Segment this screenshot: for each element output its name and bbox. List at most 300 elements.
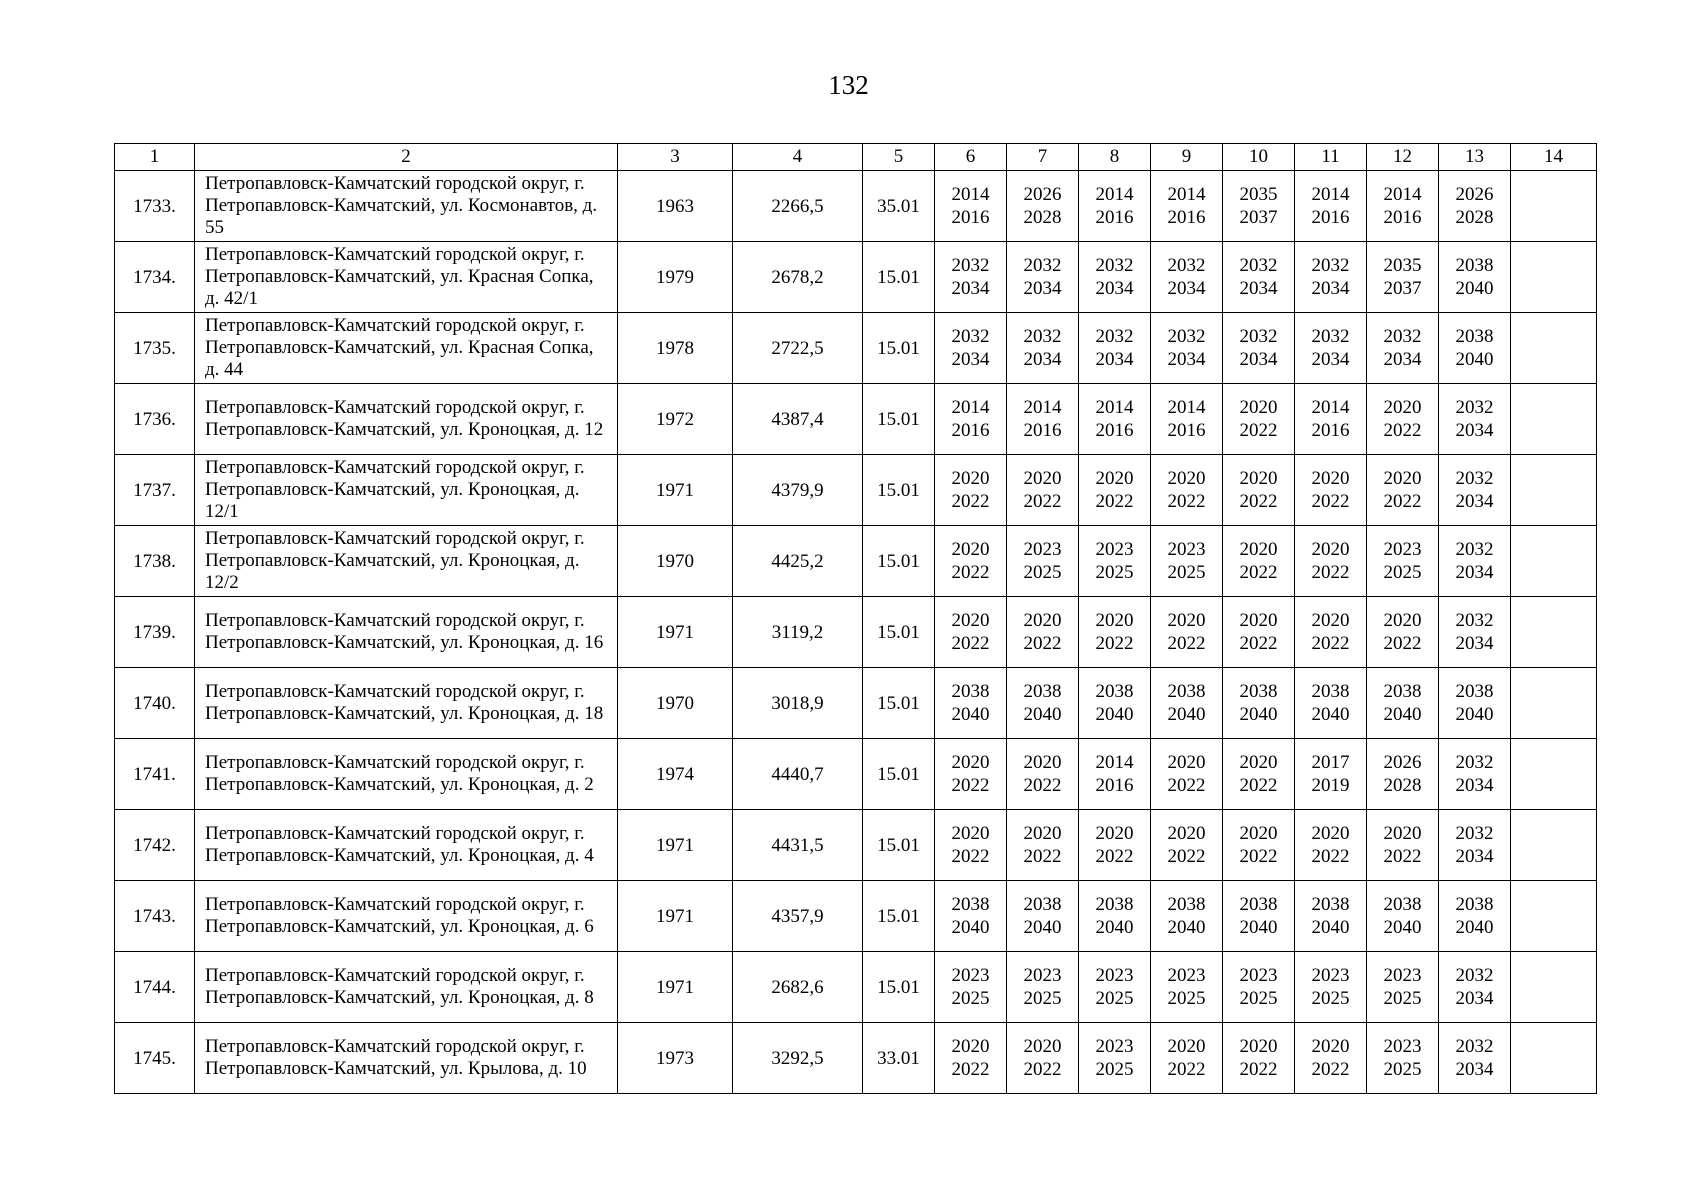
period-end-year: 2040: [1455, 278, 1494, 299]
table-row: [115, 881, 1597, 952]
period-end-year: 2034: [951, 349, 990, 370]
period-end-year: 2022: [1239, 846, 1278, 867]
period-cell-6: [935, 739, 1007, 810]
area-cell: 2266,5: [733, 171, 863, 242]
code-cell: 15.01: [863, 881, 935, 952]
table-row: [115, 1023, 1597, 1094]
period-end-year: 2022: [1239, 420, 1278, 441]
period-start-year: 2032: [1023, 326, 1062, 347]
period-end-year: 2016: [1311, 420, 1350, 441]
period-cell-11: [1295, 384, 1367, 455]
period-start-year: 2032: [1455, 1036, 1494, 1057]
period-start-year: 2014: [951, 397, 990, 418]
period-start-year: 2020: [1023, 468, 1062, 489]
period-cell-7: [1007, 881, 1079, 952]
period-cell-9: [1151, 810, 1223, 881]
build-year-cell: 1971: [618, 597, 733, 668]
period-end-year: 2040: [1023, 917, 1062, 938]
table-row: [115, 526, 1597, 597]
period-start-year: 2020: [1167, 468, 1206, 489]
row-number-cell: 1734.: [115, 242, 195, 313]
code-cell: 15.01: [863, 384, 935, 455]
address-cell: Петропавловск-Камчатский городской округ, г. Петропавловск-Камчатский, ул. Кроноцкая, д. 18: [195, 668, 618, 739]
period-start-year: 2014: [1023, 397, 1062, 418]
period-end-year: 2040: [1167, 704, 1206, 725]
period-cell-6: [935, 526, 1007, 597]
period-end-year: 2022: [1239, 562, 1278, 583]
period-end-year: 2022: [951, 491, 990, 512]
period-end-year: 2034: [1095, 349, 1134, 370]
area-cell: 2678,2: [733, 242, 863, 313]
period-cell-10: [1223, 384, 1295, 455]
area-cell: 4379,9: [733, 455, 863, 526]
period-end-year: 2034: [1311, 349, 1350, 370]
header-row: [115, 144, 1597, 171]
period-start-year: 2020: [1023, 752, 1062, 773]
period-start-year: 2038: [1311, 894, 1350, 915]
period-end-year: 2034: [1023, 278, 1062, 299]
period-start-year: 2020: [1239, 610, 1278, 631]
period-cell-8: [1079, 242, 1151, 313]
column-header-12: 12: [1367, 144, 1439, 171]
period-start-year: 2020: [951, 1036, 990, 1057]
period-start-year: 2020: [1311, 468, 1350, 489]
row-number-cell: 1739.: [115, 597, 195, 668]
period-start-year: 2014: [1167, 184, 1206, 205]
address-cell: Петропавловск-Камчатский городской округ, г. Петропавловск-Камчатский, ул. Кроноцкая, д. 12/2: [195, 526, 618, 597]
period-end-year: 2025: [1095, 562, 1134, 583]
note-cell: [1511, 952, 1597, 1023]
period-end-year: 2022: [1023, 491, 1062, 512]
period-cell-9: [1151, 668, 1223, 739]
period-end-year: 2040: [1311, 704, 1350, 725]
period-end-year: 2016: [1167, 420, 1206, 441]
period-end-year: 2040: [951, 917, 990, 938]
period-end-year: 2034: [1455, 846, 1494, 867]
period-end-year: 2034: [1455, 633, 1494, 654]
build-year-cell: 1972: [618, 384, 733, 455]
period-end-year: 2040: [1455, 917, 1494, 938]
period-start-year: 2020: [1383, 823, 1422, 844]
area-cell: 2722,5: [733, 313, 863, 384]
period-start-year: 2035: [1239, 184, 1278, 205]
period-start-year: 2017: [1311, 752, 1350, 773]
row-number-cell: 1745.: [115, 1023, 195, 1094]
column-header-14: 14: [1511, 144, 1597, 171]
period-cell-12: [1367, 668, 1439, 739]
row-number-cell: 1742.: [115, 810, 195, 881]
period-start-year: 2023: [1239, 965, 1278, 986]
column-header-8: 8: [1079, 144, 1151, 171]
period-cell-9: [1151, 881, 1223, 952]
period-start-year: 2032: [1095, 255, 1134, 276]
period-start-year: 2020: [1239, 539, 1278, 560]
address-cell: Петропавловск-Камчатский городской округ, г. Петропавловск-Камчатский, ул. Красная Сопка, д. 44: [195, 313, 618, 384]
row-number-cell: 1738.: [115, 526, 195, 597]
period-end-year: 2022: [1383, 491, 1422, 512]
period-start-year: 2020: [1239, 1036, 1278, 1057]
period-cell-9: [1151, 171, 1223, 242]
period-start-year: 2038: [1095, 681, 1134, 702]
period-cell-10: [1223, 881, 1295, 952]
period-start-year: 2020: [951, 539, 990, 560]
period-end-year: 2025: [1167, 562, 1206, 583]
note-cell: [1511, 739, 1597, 810]
address-cell: Петропавловск-Камчатский городской округ, г. Петропавловск-Камчатский, ул. Кроноцкая, д. 16: [195, 597, 618, 668]
period-end-year: 2025: [1383, 1059, 1422, 1080]
period-start-year: 2032: [1455, 965, 1494, 986]
period-cell-6: [935, 242, 1007, 313]
period-start-year: 2020: [1383, 610, 1422, 631]
period-end-year: 2040: [1095, 704, 1134, 725]
build-year-cell: 1970: [618, 526, 733, 597]
period-start-year: 2020: [1383, 468, 1422, 489]
period-start-year: 2023: [1167, 539, 1206, 560]
note-cell: [1511, 171, 1597, 242]
period-end-year: 2034: [1455, 988, 1494, 1009]
period-start-year: 2038: [1455, 894, 1494, 915]
period-end-year: 2022: [1023, 846, 1062, 867]
period-end-year: 2025: [1095, 988, 1134, 1009]
period-start-year: 2032: [1455, 468, 1494, 489]
period-cell-7: [1007, 810, 1079, 881]
note-cell: [1511, 810, 1597, 881]
note-cell: [1511, 597, 1597, 668]
row-number-cell: 1743.: [115, 881, 195, 952]
address-cell: Петропавловск-Камчатский городской округ, г. Петропавловск-Камчатский, ул. Кроноцкая, д. 2: [195, 739, 618, 810]
area-cell: 3119,2: [733, 597, 863, 668]
period-start-year: 2032: [1455, 610, 1494, 631]
period-start-year: 2020: [951, 823, 990, 844]
period-cell-12: [1367, 455, 1439, 526]
period-start-year: 2023: [1383, 539, 1422, 560]
area-cell: 4431,5: [733, 810, 863, 881]
period-start-year: 2023: [1095, 539, 1134, 560]
area-cell: 4387,4: [733, 384, 863, 455]
period-start-year: 2032: [1311, 255, 1350, 276]
column-header-9: 9: [1151, 144, 1223, 171]
period-start-year: 2032: [1095, 326, 1134, 347]
period-cell-13: [1439, 526, 1511, 597]
period-end-year: 2022: [951, 562, 990, 583]
code-cell: 15.01: [863, 455, 935, 526]
period-start-year: 2038: [1455, 681, 1494, 702]
period-start-year: 2014: [1095, 184, 1134, 205]
period-start-year: 2038: [1311, 681, 1350, 702]
period-end-year: 2019: [1311, 775, 1350, 796]
period-cell-13: [1439, 313, 1511, 384]
period-cell-9: [1151, 242, 1223, 313]
period-start-year: 2020: [1311, 1036, 1350, 1057]
period-end-year: 2022: [1095, 633, 1134, 654]
period-start-year: 2023: [1095, 1036, 1134, 1057]
period-end-year: 2034: [1455, 1059, 1494, 1080]
row-number-cell: 1733.: [115, 171, 195, 242]
period-cell-11: [1295, 952, 1367, 1023]
period-start-year: 2032: [1455, 752, 1494, 773]
period-end-year: 2016: [1167, 207, 1206, 228]
table-row: [115, 171, 1597, 242]
period-cell-10: [1223, 313, 1295, 384]
period-cell-12: [1367, 810, 1439, 881]
table-row: [115, 455, 1597, 526]
period-start-year: 2038: [1167, 894, 1206, 915]
period-end-year: 2016: [1095, 775, 1134, 796]
period-cell-8: [1079, 739, 1151, 810]
period-end-year: 2034: [1455, 420, 1494, 441]
area-cell: 4440,7: [733, 739, 863, 810]
table-row: [115, 597, 1597, 668]
column-header-3: 3: [618, 144, 733, 171]
period-cell-8: [1079, 952, 1151, 1023]
period-cell-11: [1295, 455, 1367, 526]
period-start-year: 2032: [1311, 326, 1350, 347]
period-cell-7: [1007, 739, 1079, 810]
period-cell-13: [1439, 384, 1511, 455]
address-cell: Петропавловск-Камчатский городской округ, г. Петропавловск-Камчатский, ул. Кроноцкая, д. 12: [195, 384, 618, 455]
period-start-year: 2020: [1239, 468, 1278, 489]
period-end-year: 2022: [1311, 491, 1350, 512]
period-end-year: 2025: [1167, 988, 1206, 1009]
period-cell-8: [1079, 668, 1151, 739]
period-cell-9: [1151, 313, 1223, 384]
period-start-year: 2038: [1455, 326, 1494, 347]
period-cell-9: [1151, 1023, 1223, 1094]
build-year-cell: 1978: [618, 313, 733, 384]
period-cell-13: [1439, 1023, 1511, 1094]
period-cell-10: [1223, 597, 1295, 668]
period-cell-9: [1151, 952, 1223, 1023]
code-cell: 15.01: [863, 952, 935, 1023]
period-end-year: 2034: [1383, 349, 1422, 370]
period-cell-7: [1007, 597, 1079, 668]
period-end-year: 2028: [1383, 775, 1422, 796]
period-end-year: 2025: [1239, 988, 1278, 1009]
period-end-year: 2022: [1167, 633, 1206, 654]
period-cell-11: [1295, 171, 1367, 242]
period-cell-7: [1007, 313, 1079, 384]
area-cell: 3292,5: [733, 1023, 863, 1094]
build-year-cell: 1971: [618, 455, 733, 526]
period-start-year: 2020: [1095, 468, 1134, 489]
period-start-year: 2020: [1239, 823, 1278, 844]
period-end-year: 2022: [1095, 846, 1134, 867]
period-cell-11: [1295, 597, 1367, 668]
period-end-year: 2034: [1095, 278, 1134, 299]
code-cell: 15.01: [863, 313, 935, 384]
period-start-year: 2032: [1239, 255, 1278, 276]
period-start-year: 2032: [1455, 539, 1494, 560]
column-header-10: 10: [1223, 144, 1295, 171]
period-start-year: 2038: [951, 681, 990, 702]
period-cell-12: [1367, 526, 1439, 597]
period-end-year: 2025: [1383, 988, 1422, 1009]
period-cell-9: [1151, 384, 1223, 455]
area-cell: 2682,6: [733, 952, 863, 1023]
period-end-year: 2022: [1311, 1059, 1350, 1080]
period-start-year: 2014: [1095, 752, 1134, 773]
code-cell: 15.01: [863, 526, 935, 597]
period-end-year: 2022: [1239, 633, 1278, 654]
period-cell-6: [935, 952, 1007, 1023]
period-end-year: 2025: [1023, 988, 1062, 1009]
period-end-year: 2040: [1167, 917, 1206, 938]
period-start-year: 2023: [1383, 965, 1422, 986]
area-cell: 4425,2: [733, 526, 863, 597]
period-cell-12: [1367, 313, 1439, 384]
period-end-year: 2040: [1383, 704, 1422, 725]
period-end-year: 2034: [1455, 562, 1494, 583]
period-cell-7: [1007, 384, 1079, 455]
period-end-year: 2037: [1383, 278, 1422, 299]
period-end-year: 2022: [1311, 562, 1350, 583]
period-end-year: 2025: [1023, 562, 1062, 583]
period-end-year: 2022: [1383, 846, 1422, 867]
period-cell-9: [1151, 455, 1223, 526]
period-start-year: 2023: [1167, 965, 1206, 986]
address-cell: Петропавловск-Камчатский городской округ, г. Петропавловск-Камчатский, ул. Кроноцкая, д. 12/1: [195, 455, 618, 526]
period-start-year: 2023: [1383, 1036, 1422, 1057]
period-end-year: 2025: [1311, 988, 1350, 1009]
period-cell-11: [1295, 526, 1367, 597]
column-header-7: 7: [1007, 144, 1079, 171]
period-end-year: 2034: [1167, 349, 1206, 370]
period-start-year: 2020: [1167, 1036, 1206, 1057]
period-end-year: 2016: [1383, 207, 1422, 228]
period-cell-7: [1007, 171, 1079, 242]
period-cell-13: [1439, 952, 1511, 1023]
period-end-year: 2037: [1239, 207, 1278, 228]
period-start-year: 2023: [1095, 965, 1134, 986]
period-end-year: 2040: [1095, 917, 1134, 938]
period-cell-10: [1223, 171, 1295, 242]
note-cell: [1511, 668, 1597, 739]
address-cell: Петропавловск-Камчатский городской округ, г. Петропавловск-Камчатский, ул. Красная Сопка, д. 42/1: [195, 242, 618, 313]
period-end-year: 2016: [1095, 420, 1134, 441]
column-header-2: 2: [195, 144, 618, 171]
period-cell-8: [1079, 313, 1151, 384]
period-end-year: 2034: [1023, 349, 1062, 370]
period-cell-6: [935, 313, 1007, 384]
period-start-year: 2038: [1023, 681, 1062, 702]
code-cell: 33.01: [863, 1023, 935, 1094]
table-row: [115, 384, 1597, 455]
column-header-4: 4: [733, 144, 863, 171]
row-number-cell: 1736.: [115, 384, 195, 455]
period-end-year: 2022: [951, 1059, 990, 1080]
period-cell-10: [1223, 242, 1295, 313]
period-start-year: 2038: [1095, 894, 1134, 915]
period-start-year: 2020: [1167, 823, 1206, 844]
period-start-year: 2020: [1023, 1036, 1062, 1057]
column-header-11: 11: [1295, 144, 1367, 171]
period-start-year: 2032: [1383, 326, 1422, 347]
table-row: [115, 242, 1597, 313]
period-cell-8: [1079, 810, 1151, 881]
period-cell-6: [935, 455, 1007, 526]
row-number-cell: 1735.: [115, 313, 195, 384]
period-end-year: 2022: [951, 633, 990, 654]
note-cell: [1511, 313, 1597, 384]
period-start-year: 2035: [1383, 255, 1422, 276]
period-cell-6: [935, 384, 1007, 455]
column-header-5: 5: [863, 144, 935, 171]
period-end-year: 2022: [1383, 420, 1422, 441]
period-end-year: 2034: [1311, 278, 1350, 299]
code-cell: 15.01: [863, 810, 935, 881]
period-cell-7: [1007, 952, 1079, 1023]
period-start-year: 2026: [1023, 184, 1062, 205]
column-header-1: 1: [115, 144, 195, 171]
period-start-year: 2023: [1311, 965, 1350, 986]
period-end-year: 2022: [1239, 1059, 1278, 1080]
row-number-cell: 1740.: [115, 668, 195, 739]
period-end-year: 2040: [1239, 704, 1278, 725]
build-year-cell: 1971: [618, 881, 733, 952]
period-cell-6: [935, 171, 1007, 242]
period-cell-11: [1295, 242, 1367, 313]
period-cell-7: [1007, 455, 1079, 526]
period-start-year: 2038: [1383, 681, 1422, 702]
period-cell-7: [1007, 668, 1079, 739]
period-end-year: 2040: [1023, 704, 1062, 725]
period-cell-8: [1079, 526, 1151, 597]
period-start-year: 2032: [1167, 255, 1206, 276]
table-row: [115, 739, 1597, 810]
period-end-year: 2022: [1167, 491, 1206, 512]
period-cell-9: [1151, 597, 1223, 668]
period-start-year: 2023: [951, 965, 990, 986]
column-header-6: 6: [935, 144, 1007, 171]
period-end-year: 2022: [951, 846, 990, 867]
note-cell: [1511, 1023, 1597, 1094]
period-end-year: 2040: [1239, 917, 1278, 938]
period-cell-12: [1367, 384, 1439, 455]
period-start-year: 2014: [951, 184, 990, 205]
period-start-year: 2020: [1239, 397, 1278, 418]
period-end-year: 2034: [951, 278, 990, 299]
period-cell-6: [935, 881, 1007, 952]
address-cell: Петропавловск-Камчатский городской округ, г. Петропавловск-Камчатский, ул. Кроноцкая, д. 4: [195, 810, 618, 881]
period-cell-7: [1007, 526, 1079, 597]
note-cell: [1511, 384, 1597, 455]
period-end-year: 2040: [1311, 917, 1350, 938]
period-cell-13: [1439, 455, 1511, 526]
period-cell-8: [1079, 1023, 1151, 1094]
build-year-cell: 1979: [618, 242, 733, 313]
period-start-year: 2014: [1311, 397, 1350, 418]
period-start-year: 2020: [1023, 823, 1062, 844]
period-end-year: 2025: [1383, 562, 1422, 583]
period-cell-6: [935, 810, 1007, 881]
period-end-year: 2022: [1023, 775, 1062, 796]
period-start-year: 2032: [1167, 326, 1206, 347]
build-year-cell: 1963: [618, 171, 733, 242]
table-header: [115, 144, 1597, 171]
period-start-year: 2020: [951, 610, 990, 631]
period-start-year: 2020: [1383, 397, 1422, 418]
period-end-year: 2028: [1455, 207, 1494, 228]
period-cell-13: [1439, 810, 1511, 881]
period-start-year: 2014: [1095, 397, 1134, 418]
period-cell-13: [1439, 881, 1511, 952]
row-number-cell: 1737.: [115, 455, 195, 526]
period-cell-8: [1079, 597, 1151, 668]
period-start-year: 2038: [1239, 681, 1278, 702]
build-year-cell: 1971: [618, 952, 733, 1023]
period-start-year: 2032: [1455, 823, 1494, 844]
note-cell: [1511, 455, 1597, 526]
